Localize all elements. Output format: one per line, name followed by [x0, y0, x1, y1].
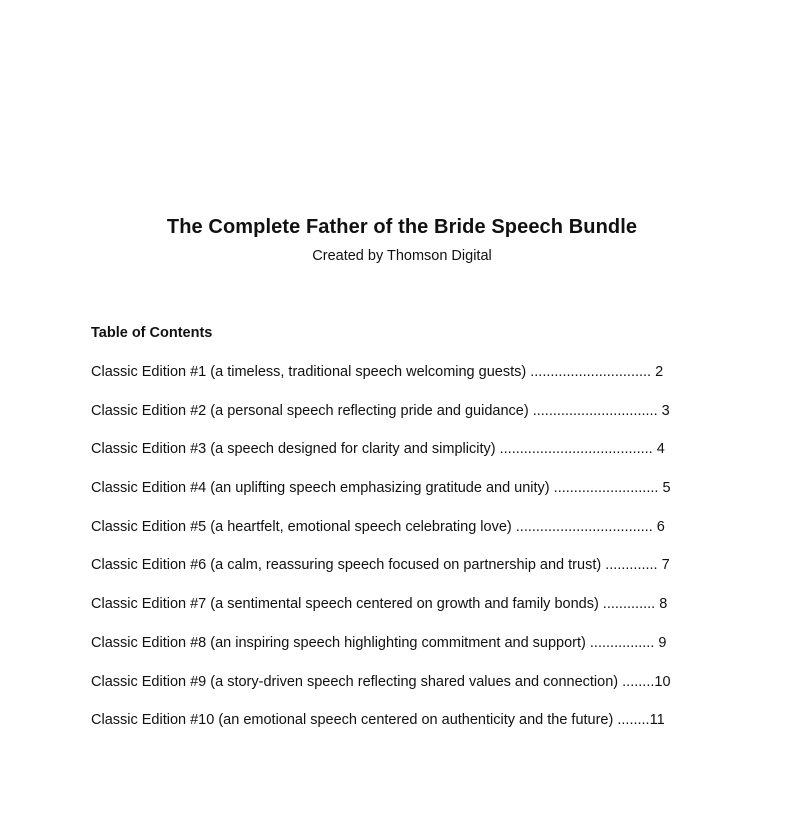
- toc-entry: [91, 439, 671, 478]
- toc-page-number: 7: [661, 557, 670, 574]
- toc-entry-text: Classic Edition #6 (a calm, reassuring speech focused on partnership and trust): [91, 557, 602, 574]
- toc-leader: .............: [598, 596, 660, 613]
- toc-entry: [91, 478, 671, 517]
- toc-entry: [91, 710, 671, 749]
- toc-page-number: 5: [662, 480, 671, 497]
- toc-page-number: 3: [661, 402, 670, 419]
- toc-entry: [91, 555, 671, 594]
- toc-page-number: 10: [654, 673, 671, 690]
- toc-entry-text: Classic Edition #5 (a heartfelt, emotional speech celebrating love): [91, 518, 512, 535]
- toc-entry: [91, 401, 671, 440]
- toc-entry-text: Classic Edition #10 (an emotional speech centered on authenticity and the future): [91, 712, 614, 729]
- toc-page-number: 2: [655, 364, 664, 380]
- toc-entry: [91, 594, 671, 633]
- toc-entry-text: Classic Edition #7 (a sentimental speech centered on growth and family bonds): [91, 596, 599, 613]
- toc-page-number: 11: [649, 712, 665, 729]
- toc-entry-text: Classic Edition #1 (a timeless, traditional speech welcoming guests): [91, 364, 527, 380]
- toc-leader: ..........................: [549, 480, 663, 497]
- toc-entry-text: Classic Edition #9 (a story-driven speech reflecting shared values and connection): [91, 673, 619, 690]
- toc-leader: ........: [613, 712, 650, 729]
- document-subtitle: Created by Thomson Digital: [312, 248, 492, 264]
- toc-page-number: 6: [656, 518, 665, 535]
- toc-page-number: 8: [659, 596, 668, 613]
- toc-entry-text: Classic Edition #3 (a speech designed for clarity and simplicity): [91, 441, 496, 458]
- toc-leader: ..............................: [526, 364, 656, 380]
- toc-entry: [91, 362, 671, 401]
- toc-leader: ......................................: [495, 441, 657, 458]
- toc-entry-text: Classic Edition #2 (a personal speech reflecting pride and guidance): [91, 402, 529, 419]
- toc-entry: [91, 672, 671, 711]
- document-title: The Complete Father of the Bride Speech Bundle: [166, 216, 638, 238]
- toc-leader: ................: [585, 634, 659, 651]
- toc-entry-text: Classic Edition #4 (an uplifting speech emphasizing gratitude and unity): [91, 480, 550, 497]
- toc-leader: .............: [601, 557, 662, 574]
- toc-page-number: 9: [658, 634, 667, 651]
- toc-list: [91, 362, 671, 749]
- toc-entry-text: Classic Edition #8 (an inspiring speech highlighting commitment and support): [91, 634, 586, 651]
- toc-entry: [91, 633, 671, 672]
- toc-leader: ...............................: [528, 402, 662, 419]
- toc-heading: Table of Contents: [91, 325, 213, 341]
- toc-leader: ........: [618, 673, 655, 690]
- toc-page-number: 4: [656, 441, 665, 458]
- toc-entry: [91, 517, 671, 556]
- toc-leader: ..................................: [511, 518, 657, 535]
